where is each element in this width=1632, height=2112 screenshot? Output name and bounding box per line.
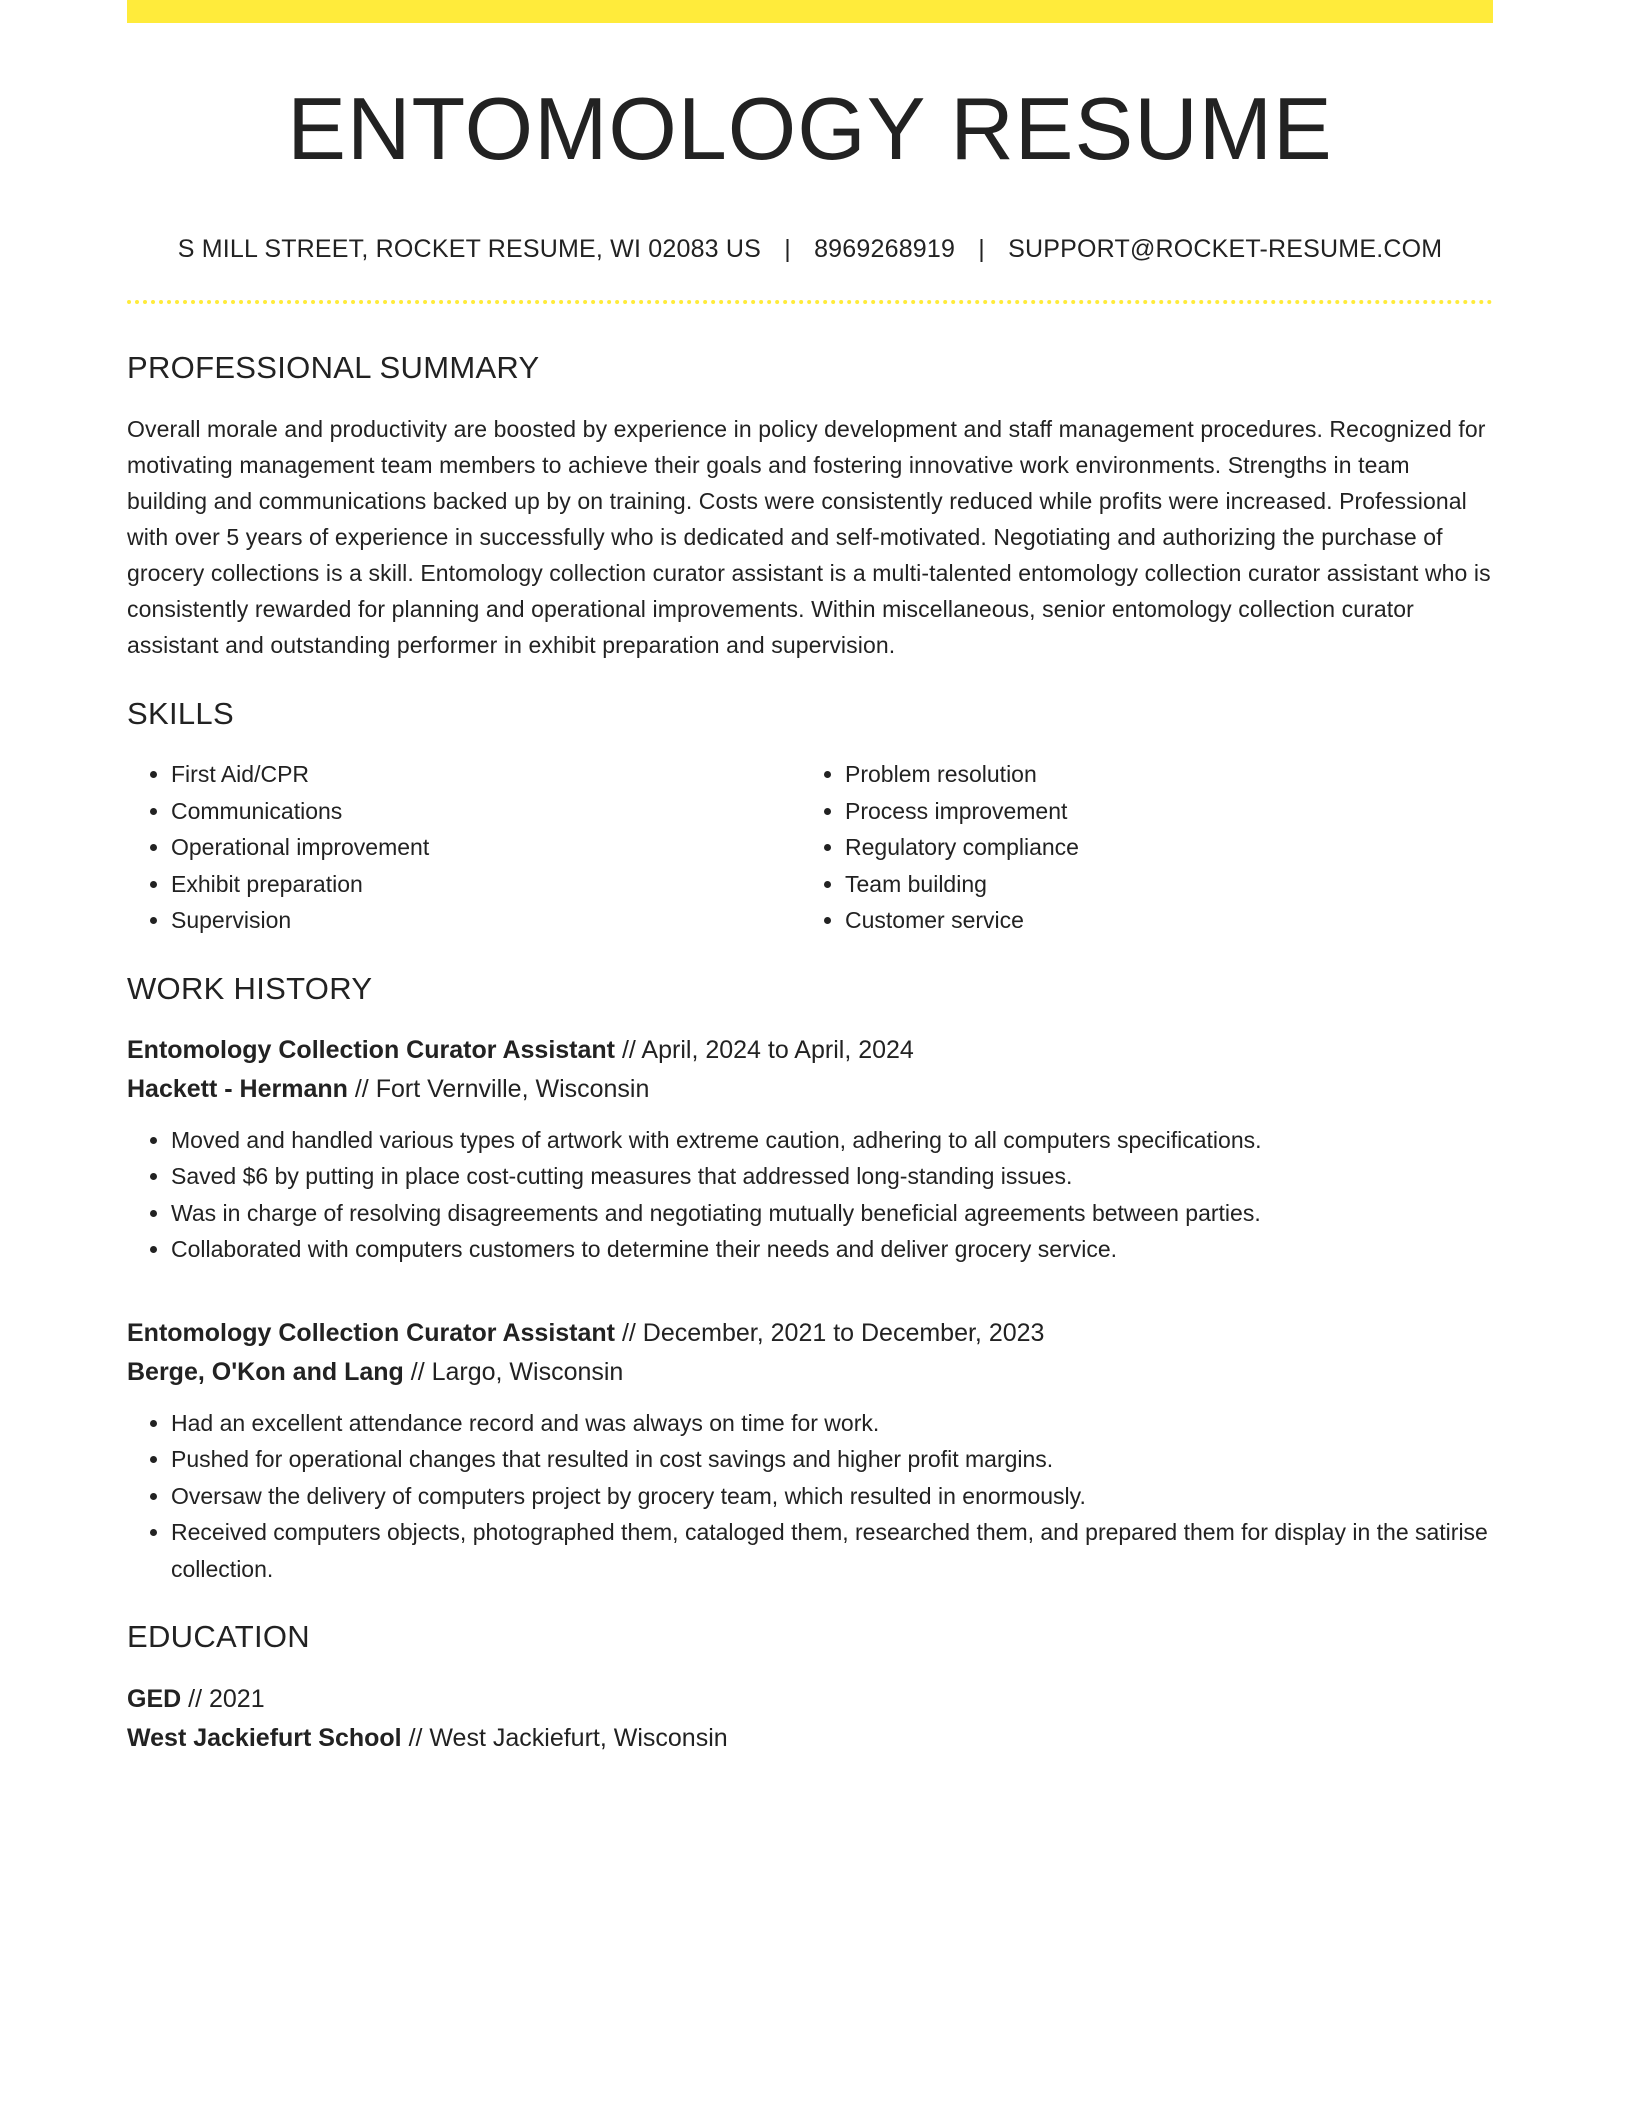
education-entry [127, 1680, 1493, 1758]
education-location: // West Jackiefurt, Wisconsin [408, 1723, 728, 1752]
job-bullet: • Received computers objects, photographed them, cataloged them, researched them, and prepared them for display in the satirise collection. [171, 1514, 1493, 1587]
skill-item: • Customer service [845, 902, 1475, 939]
job-company: Hackett - Hermann [127, 1074, 348, 1103]
skill-item: • Problem resolution [845, 756, 1475, 793]
skills-column-left [127, 756, 801, 939]
education-degree-line [127, 1680, 1493, 1719]
contact-phone: 8969268919 [814, 234, 956, 263]
skill-item: • Process improvement [845, 793, 1475, 830]
job-bullet: • Had an excellent attendance record and was always on time for work. [171, 1405, 1493, 1442]
job-bullet: • Oversaw the delivery of computers project by grocery team, which resulted in enormously. [171, 1478, 1493, 1515]
skills-column-right [801, 756, 1475, 939]
education-degree: GED [127, 1684, 182, 1713]
summary-heading: PROFESSIONAL SUMMARY [127, 349, 540, 385]
education-heading: EDUCATION [127, 1619, 310, 1655]
job-company-line [127, 1353, 1493, 1392]
job-title-line [127, 1031, 1493, 1070]
education-school: West Jackiefurt School [127, 1723, 402, 1752]
job-dates: // December, 2021 to December, 2023 [621, 1318, 1045, 1347]
contact-line [127, 234, 1493, 264]
skill-item: • First Aid/CPR [171, 756, 801, 793]
work-history-heading: WORK HISTORY [127, 970, 373, 1006]
job-bullets [127, 1122, 1493, 1268]
resume-page [127, 0, 1493, 1758]
job-bullet: • Was in charge of resolving disagreements and negotiating mutually beneficial agreements between parties. [171, 1195, 1493, 1232]
job-bullet: • Saved $6 by putting in place cost-cutting measures that addressed long-standing issues. [171, 1158, 1493, 1195]
skill-item: • Communications [171, 793, 801, 830]
contact-email: SUPPORT@ROCKET-RESUME.COM [1008, 234, 1443, 263]
contact-separator: | [784, 234, 791, 263]
skill-item: • Regulatory compliance [845, 829, 1475, 866]
resume-title: ENTOMOLOGY RESUME [287, 79, 1333, 178]
job-bullet: • Pushed for operational changes that resulted in cost savings and higher profit margins. [171, 1441, 1493, 1478]
job-bullets [127, 1405, 1493, 1588]
job-location: // Fort Vernville, Wisconsin [354, 1074, 650, 1103]
education-year: // 2021 [188, 1684, 265, 1713]
job-entry [127, 1031, 1493, 1268]
education-school-line [127, 1719, 1493, 1758]
job-title-line [127, 1314, 1493, 1353]
contact-separator: | [978, 234, 985, 263]
job-location: // Largo, Wisconsin [410, 1357, 624, 1386]
skill-item: • Team building [845, 866, 1475, 903]
accent-bar [127, 0, 1493, 23]
job-company: Berge, O'Kon and Lang [127, 1357, 404, 1386]
dotted-divider [127, 300, 1493, 304]
skills-list [127, 756, 1493, 939]
summary-text: Overall morale and productivity are boosted by experience in policy development and staff management procedures. Recognized for motivating management team members to achieve their goals and fostering innovative work environments. Strengths in team building and communications backed up by on training. Costs were consistently reduced while profits were increased. Professional with over 5 years of experience in successfully who is dedicated and self-motivated. Negotiating and authorizing the purchase of grocery collections is a skill. Entomology collection curator assistant is a multi-talented entomology collection curator assistant who is consistently rewarded for planning and operational improvements. Within miscellaneous, senior entomology collection curator assistant and outstanding performer in exhibit preparation and supervision. [127, 415, 1491, 658]
job-entry [127, 1314, 1493, 1588]
job-bullet: • Moved and handled various types of artwork with extreme caution, adhering to all computers specifications. [171, 1122, 1493, 1159]
job-title: Entomology Collection Curator Assistant [127, 1035, 616, 1064]
skill-item: • Exhibit preparation [171, 866, 801, 903]
job-title: Entomology Collection Curator Assistant [127, 1318, 616, 1347]
skill-item: • Supervision [171, 902, 801, 939]
job-bullet: • Collaborated with computers customers to determine their needs and deliver grocery service. [171, 1231, 1493, 1268]
skill-item: • Operational improvement [171, 829, 801, 866]
skills-heading: SKILLS [127, 695, 234, 731]
job-company-line [127, 1070, 1493, 1109]
job-dates: // April, 2024 to April, 2024 [621, 1035, 914, 1064]
contact-address: S MILL STREET, ROCKET RESUME, WI 02083 US [177, 234, 762, 263]
